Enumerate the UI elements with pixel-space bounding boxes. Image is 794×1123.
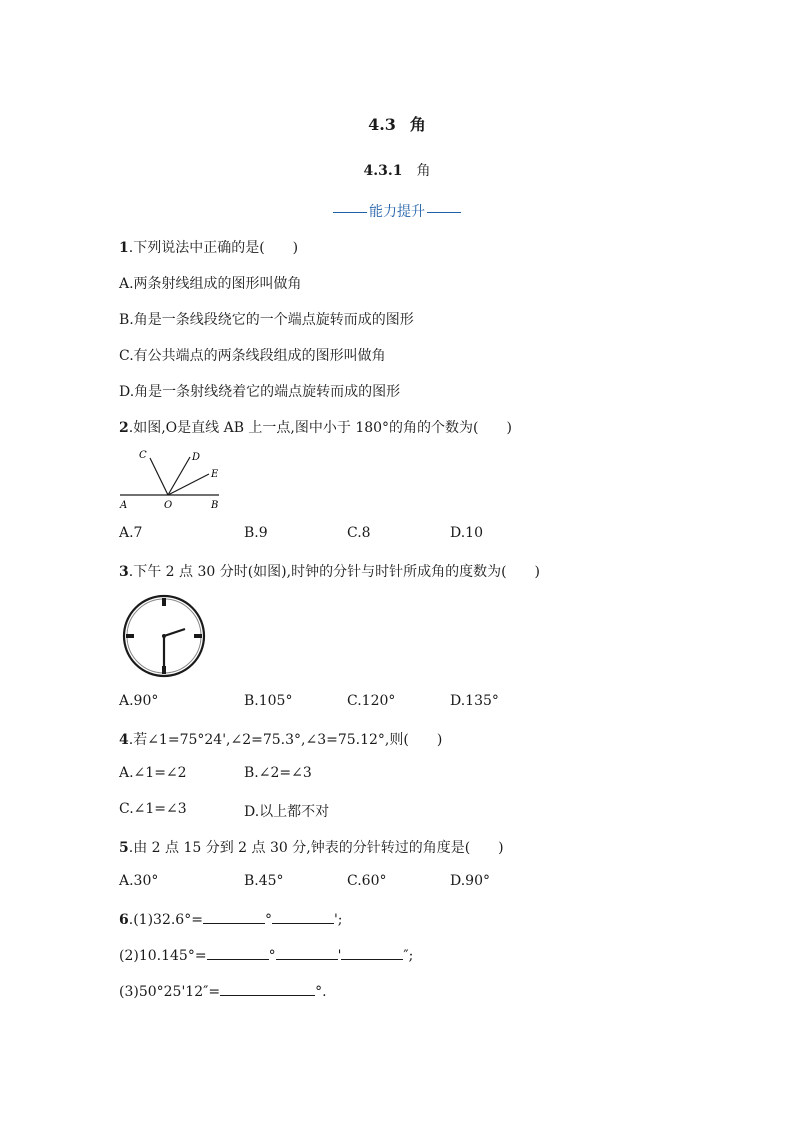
chapter-title: 4.3 角 [368,115,426,134]
question-4-option-d[interactable]: D.以上都不对 [244,804,330,820]
question-5-option-c[interactable]: C.60° [347,873,387,889]
question-3-option-d[interactable]: D.135° [450,693,499,709]
answer-blank-1a[interactable] [203,909,265,924]
answer-blank-2b[interactable] [276,945,338,960]
question-1-option-d[interactable]: D.角是一条射线绕着它的端点旋转而成的图形 [119,384,401,400]
question-1-option-a[interactable]: A.两条射线组成的图形叫做角 [119,276,302,292]
label-o: O [164,500,173,511]
label-a: A [120,500,128,511]
question-5-option-a[interactable]: A.30° [119,873,159,889]
question-5-stem: 5.由 2 点 15 分到 2 点 30 分,钟表的分针转过的角度是( ) [119,840,504,856]
section-rule-right [427,212,461,213]
label-c: C [139,450,147,461]
question-3-option-b[interactable]: B.105° [244,693,293,709]
answer-blank-2c[interactable] [341,945,403,960]
question-6-part-2: (2)10.145°= ° ' ″; [119,945,413,964]
question-1-stem: 1.下列说法中正确的是( ) [119,240,299,256]
angle-figure [114,446,230,512]
question-4-option-a[interactable]: A.∠1=∠2 [119,765,187,781]
question-5-option-b[interactable]: B.45° [244,873,284,889]
question-6-part-3: (3)50°25'12″= °. [119,981,327,1000]
label-d: D [192,452,201,463]
question-3-stem: 3.下午 2 点 30 分时(如图),时钟的分针与时针所成角的度数为( ) [119,564,541,580]
question-2-option-c[interactable]: C.8 [347,525,371,541]
question-6-part-1: 6.(1)32.6°= ° '; [119,909,343,928]
question-2-stem: 2.如图,O是直线 AB 上一点,图中小于 180°的角的个数为( ) [119,420,512,436]
answer-blank-2a[interactable] [207,945,269,960]
question-3-option-c[interactable]: C.120° [347,693,396,709]
section-label: 能力提升 [0,201,794,221]
ray-oc [150,458,168,495]
clock-figure [121,593,207,679]
clock-center [162,634,166,638]
tick-3 [194,634,202,638]
question-5-option-d[interactable]: D.90° [450,873,490,889]
question-3-option-a[interactable]: A.90° [119,693,159,709]
question-1-option-c[interactable]: C.有公共端点的两条线段组成的图形叫做角 [119,348,386,364]
section-rule-left [333,212,367,213]
answer-blank-1b[interactable] [272,909,334,924]
question-4-option-c[interactable]: C.∠1=∠3 [119,801,187,817]
tick-12 [162,598,166,606]
question-1-option-b[interactable]: B.角是一条线段绕它的一个端点旋转而成的图形 [119,312,414,328]
question-2-option-d[interactable]: D.10 [450,525,483,541]
question-2-option-b[interactable]: B.9 [244,525,268,541]
question-4-stem: 4.若∠1=75°24',∠2=75.3°,∠3=75.12°,则( ) [119,732,443,748]
tick-9 [126,634,134,638]
question-4-option-b[interactable]: B.∠2=∠3 [244,765,312,781]
answer-blank-3[interactable] [220,981,315,996]
label-e: E [211,469,219,480]
section-title: 4.3.1 角 [363,163,431,179]
label-b: B [211,500,219,511]
question-2-option-a[interactable]: A.7 [119,525,143,541]
